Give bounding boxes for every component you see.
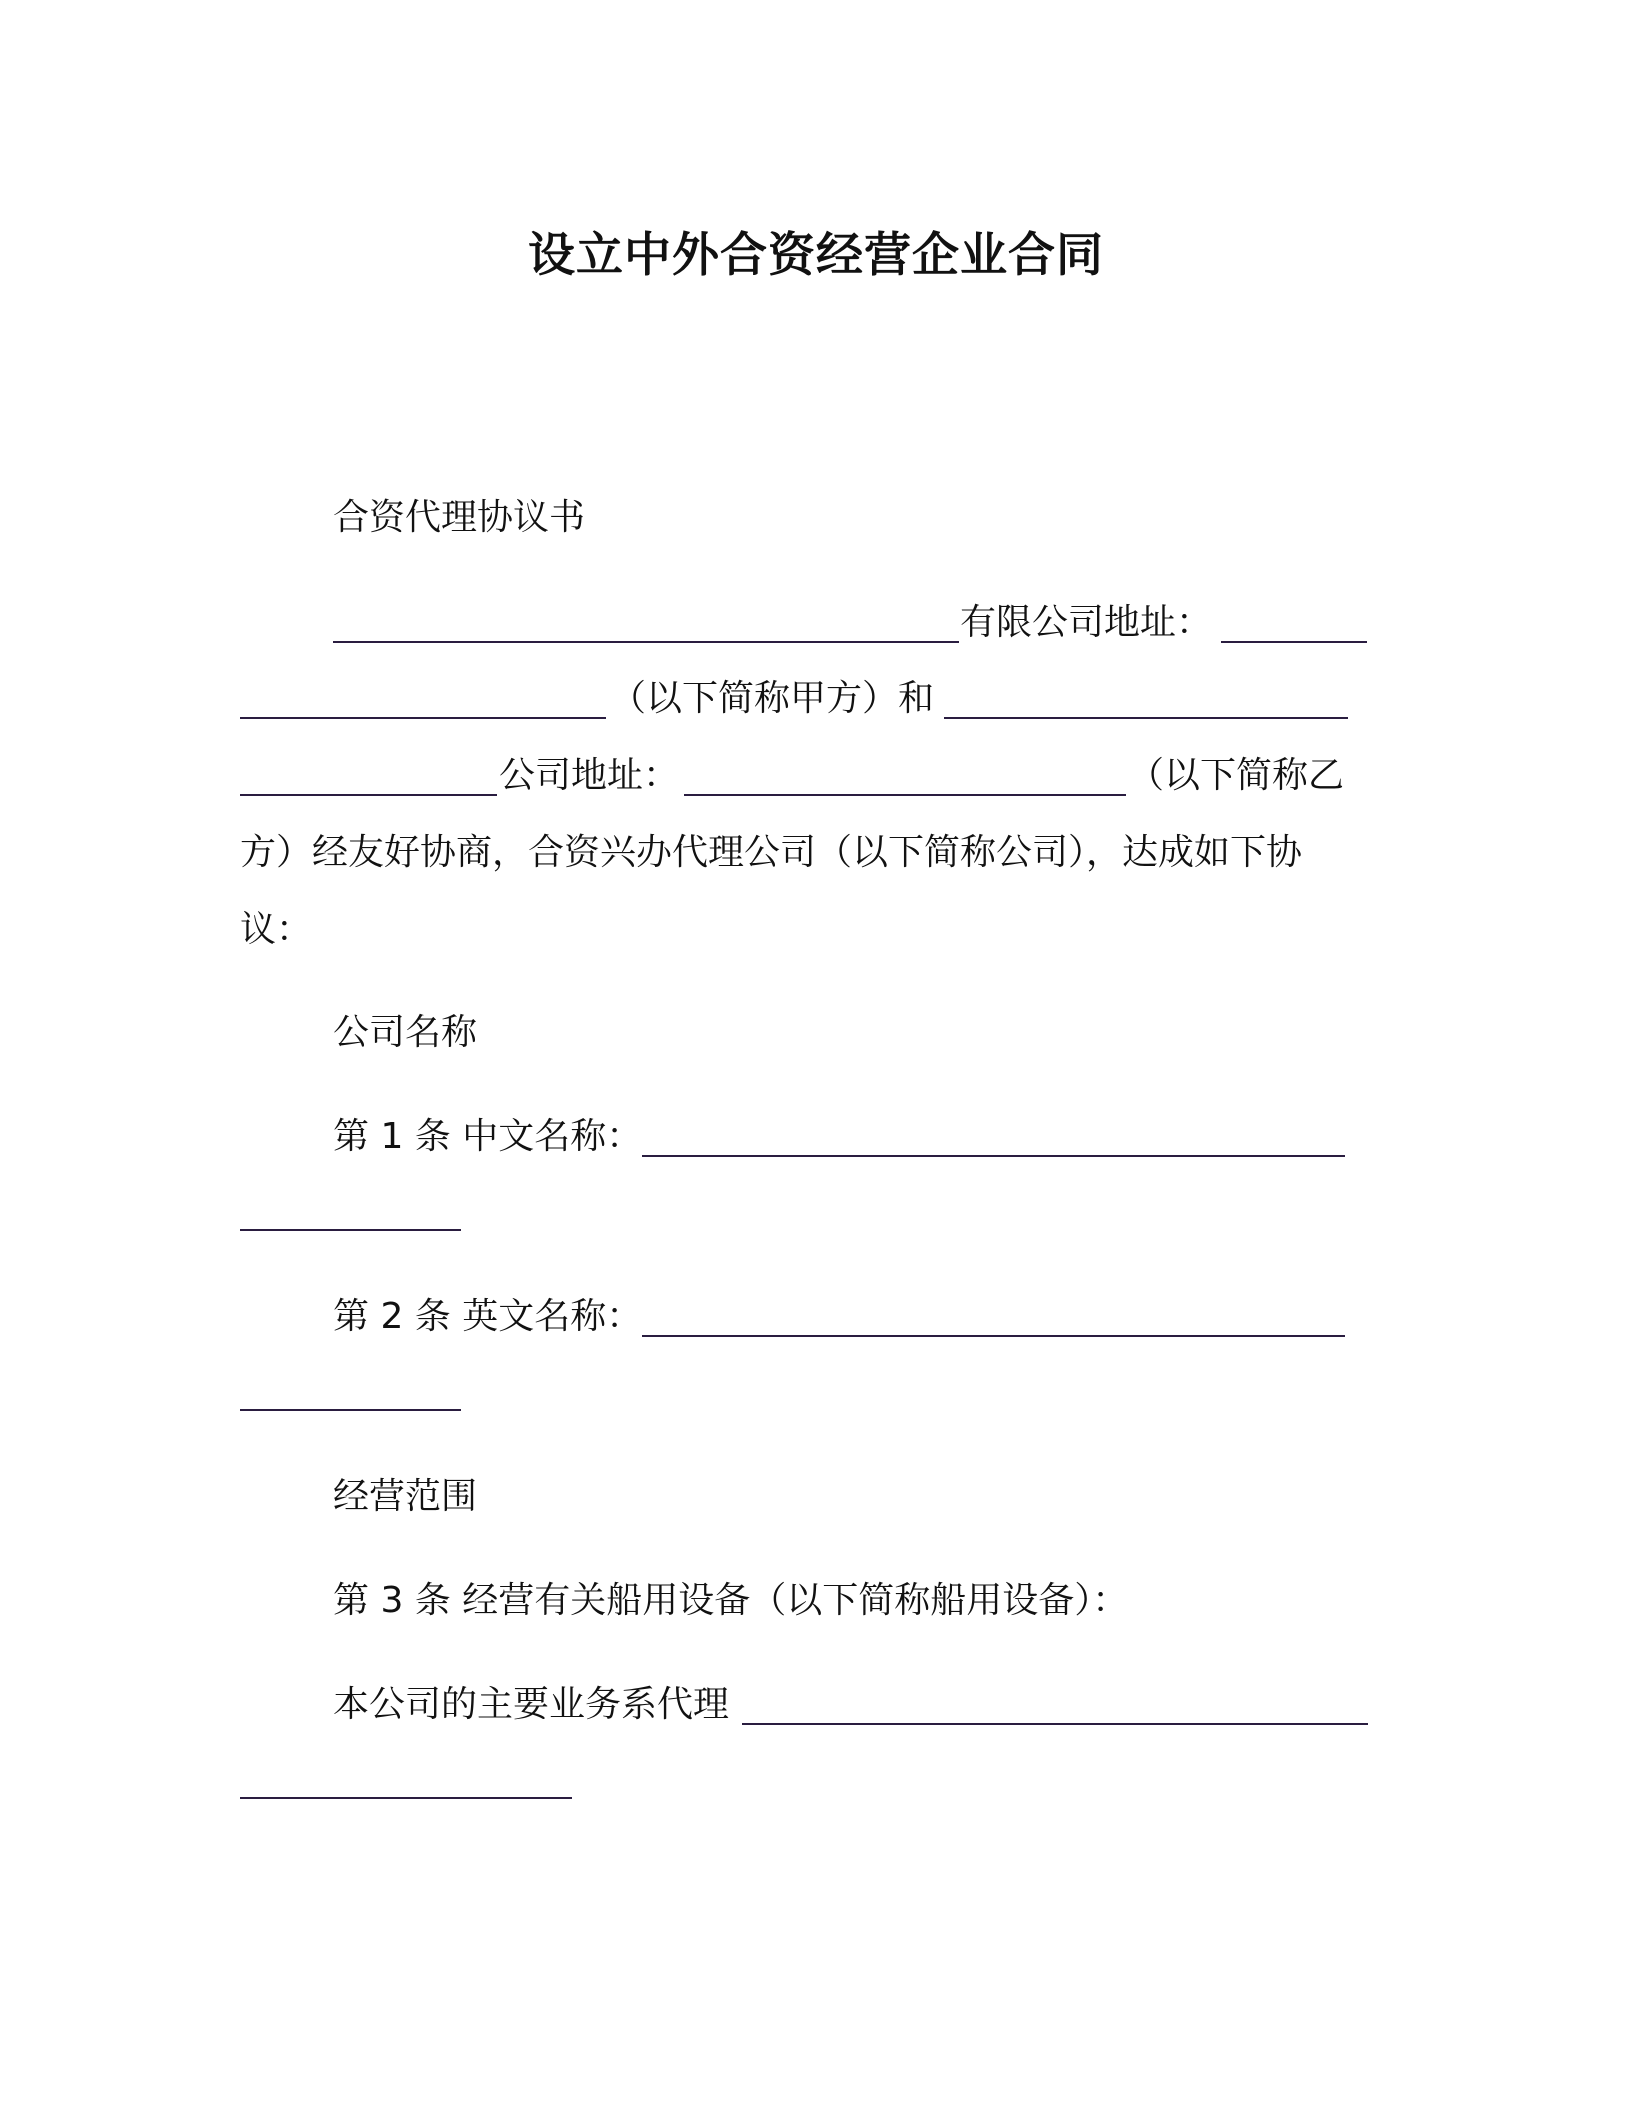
intro-text-5: 议：: [240, 909, 313, 950]
blank-english-name: [642, 1335, 1345, 1337]
blank-party-b-name: [944, 717, 1348, 719]
party-b-label: （以下简称乙: [1128, 755, 1345, 796]
section-heading: 公司名称: [333, 1012, 478, 1053]
article-2-label: 第 2 条 英文名称：: [333, 1296, 643, 1337]
intro-text-4: 方）经友好协商，合资兴办代理公司（以下简称公司），达成如下协: [240, 832, 1303, 873]
article-1-label: 第 1 条 中文名称：: [333, 1116, 643, 1157]
party-a-label: （以下简称甲方）和: [610, 678, 935, 719]
blank-party-b-name-cont: [240, 794, 497, 796]
blank-main-business-cont: [240, 1797, 572, 1799]
section-heading: 经营范围: [333, 1476, 478, 1517]
main-business-label: 本公司的主要业务系代理: [333, 1684, 730, 1725]
blank-party-b-address: [684, 794, 1126, 796]
party-b-address-label: 公司地址：: [499, 755, 680, 796]
blank-party-a-address-cont: [240, 717, 606, 719]
document-title: 设立中外合资经营企业合同: [528, 228, 1104, 283]
blank-party-a-name: [333, 641, 959, 643]
blank-main-business: [742, 1723, 1368, 1725]
subtitle: 合资代理协议书: [333, 497, 586, 538]
blank-chinese-name-cont: [240, 1229, 461, 1231]
blank-chinese-name: [642, 1155, 1345, 1157]
blank-party-a-address: [1221, 641, 1367, 643]
company-address-label: 有限公司地址：: [960, 602, 1213, 643]
article-3-label: 第 3 条 经营有关船用设备（以下简称船用设备）：: [333, 1580, 1129, 1621]
blank-english-name-cont: [240, 1409, 461, 1411]
